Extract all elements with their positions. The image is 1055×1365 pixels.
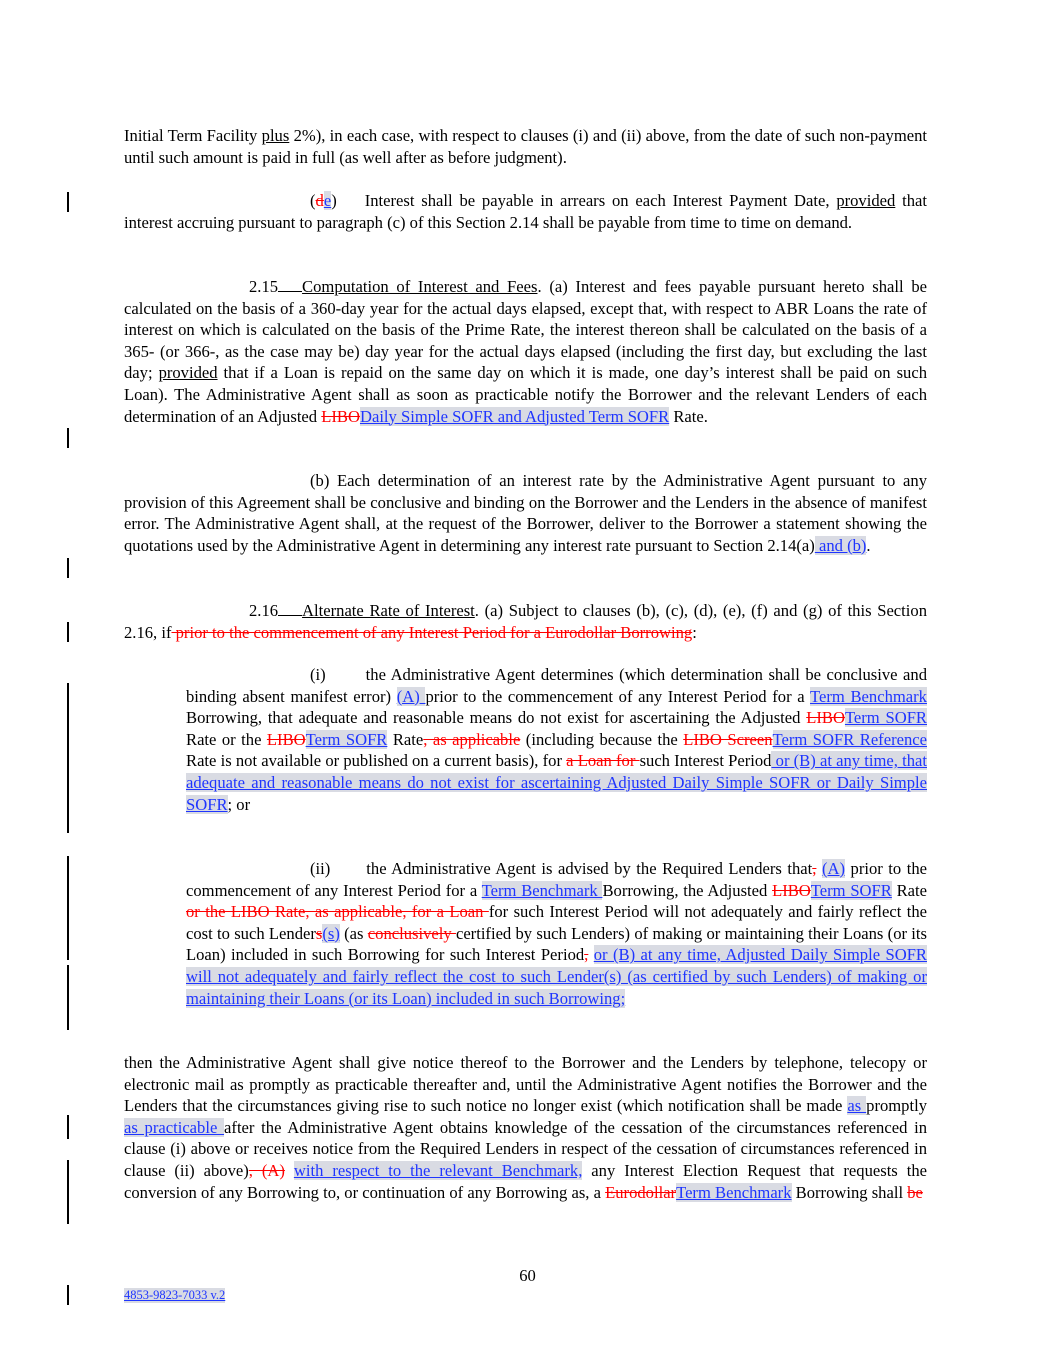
deletion: Eurodollar — [605, 1182, 677, 1202]
text-run: that if a Loan is repaid on the same day on which it is made, one day’s interest shall be paid on such Loan). The Administrative Agent shall as soon as practicable notify the Borrower and the relevant Lenders of each determination of an Adjusted — [124, 363, 927, 426]
text-run: . (a) Subject to clauses (b), (c), (d), (e), (f) and (g) of this Section 2.16, if — [124, 601, 927, 642]
section-2-15 — [124, 276, 927, 427]
insertion: with respect to the relevant Benchmark, — [293, 1160, 583, 1180]
deletion: , as applicable — [423, 729, 521, 749]
text-run: Rate or the — [186, 729, 267, 749]
insertion: (s) — [322, 923, 340, 943]
text-run: 2%), in each case, with respect to clauses (i) and (ii) above, from the date of such non-payment until such amount is paid in full (as well after as before judgment). — [124, 126, 928, 167]
change-bar — [67, 1285, 69, 1305]
deletion: prior to the commencement of any Interest Period for a Eurodollar Borrowing — [171, 622, 693, 642]
text-run: the Administrative Agent is advised by the Required Lenders that — [366, 859, 813, 878]
text-run: (ii) — [310, 859, 331, 878]
section-title: Computation of Interest and Fees — [302, 277, 538, 296]
text-run: such Interest Period — [639, 751, 772, 771]
text-run: provided — [836, 191, 896, 210]
text-run: Rate — [387, 729, 424, 749]
text-run: ) — [331, 191, 337, 210]
text-run: ( — [310, 191, 316, 210]
insertion: Term Benchmark — [810, 686, 927, 706]
clause-ii — [186, 858, 927, 1009]
text-run: promptly — [866, 1096, 927, 1116]
insertion: as practicable — [124, 1117, 225, 1137]
text-run: provided — [158, 363, 218, 383]
text-run: Interest shall be payable in arrears on each Interest Payment Date, — [364, 191, 837, 210]
deletion: LIBO — [806, 708, 845, 728]
deletion: , — [584, 945, 589, 965]
clause-i — [186, 664, 927, 815]
insertion: Term SOFR Reference — [772, 729, 927, 749]
text-run — [278, 277, 302, 292]
text-run: ; or — [227, 794, 251, 814]
text-run — [285, 1161, 294, 1180]
deletion: LIBO Screen — [683, 729, 773, 749]
insertion: (A) — [821, 859, 845, 878]
text-run: prior to the commencement of any Interest Period for a — [425, 686, 811, 706]
deletion: s — [315, 923, 323, 943]
text-run: : — [692, 622, 697, 642]
change-bar — [67, 622, 69, 642]
deletion: , (A) — [248, 1160, 285, 1180]
page-number: 60 — [519, 1266, 536, 1285]
deletion: LIBO — [772, 880, 811, 900]
insertion: or (B) at any time, Adjusted Daily Simple SOFR will not adequately and fairly reflect the cost to such Lender(s) (as certified by such Lenders) of making or maintaining their Loans (or its Loan) included in such Borrowing; — [186, 945, 927, 1008]
insertion: Term SOFR — [305, 729, 388, 749]
text-run: . (a) Interest and fees payable pursuant hereto shall be calculated on the basis of a 360-day year for the actual days elapsed, except that, with respect to ABR Loans the rate of interest on which is calculated on the basis of the Prime Rate, the interest thereon shall be calculated on the basis of a 365- (or 366-, as the case may be) day year for the actual days elapsed (including the first day, but excluding the last day; — [124, 277, 927, 383]
change-bar — [67, 683, 69, 833]
deletion: LIBO — [321, 406, 360, 426]
section-2-16 — [124, 600, 927, 643]
insertion: Term SOFR — [810, 880, 892, 900]
text-run: Rate — [891, 880, 927, 900]
text-run: (including because the — [520, 729, 684, 749]
document-id: 4853-9823-7033 v.2 — [124, 1288, 226, 1302]
plus-underlined: plus — [261, 126, 290, 145]
text-run: Rate is not available or published on a current basis), for — [186, 751, 567, 771]
text-run: (i) — [310, 665, 326, 684]
section-number: 2.15 — [249, 277, 279, 296]
paragraph-b — [124, 470, 927, 556]
deletion: conclusively — [367, 923, 456, 943]
text-run: Rate. — [669, 406, 708, 426]
text-run: Borrowing, the Adjusted — [602, 880, 773, 900]
text-run: Borrowing shall — [791, 1182, 908, 1202]
change-bar — [67, 192, 69, 212]
insertion: and (b) — [814, 535, 867, 555]
text-run: certified by such Lenders) of making or maintaining their Loans (or its Loan) included in such Borrowing for such Interest Period — [186, 923, 927, 965]
text-run: (b) Each determination of an interest rate by the Administrative Agent pursuant to any provision of this Agreement shall be conclusive and binding on the Borrower and the Lenders in the absence of manifest error. The Administrative Agent shall, at the request of the Borrower, deliver to the Borrower a statement showing the quotations used by the Administrative Agent in determining any interest rate pursuant to Section 2.14(a) — [124, 471, 927, 555]
change-bar — [67, 428, 69, 448]
text-run: for such Interest Period will not adequately and fairly reflect the cost to such Lender — [186, 902, 928, 943]
section-number: 2.16 — [249, 601, 279, 620]
change-bar — [67, 965, 69, 1030]
change-bar — [67, 558, 69, 578]
text-run: Borrowing, that adequate and reasonable means do not exist for ascertaining the Adjusted — [186, 708, 807, 728]
deletion: , — [812, 859, 817, 878]
deletion: d — [315, 191, 324, 210]
paragraph-e — [124, 190, 927, 233]
change-bar — [67, 856, 69, 960]
text-run: any Interest Election Request that requests the conversion of any Borrowing to, or continuation of any Borrowing as, a — [124, 1160, 927, 1202]
text-run: prior to the commencement of any Interest Period for a — [186, 859, 927, 900]
insertion: or (B) at any time, that adequate and reasonable means do not exist for ascertaining Adjusted Daily Simple SOFR or Daily Simple SOFR — [186, 751, 927, 814]
text-run: then the Administrative Agent shall give notice thereof to the Borrower and the Lenders by telephone, telecopy or electronic mail as promptly as practicable thereafter and, until the Administrative Agent notifies the Borrower and the Lenders that the circumstances giving rise to such notice no longer exist (which notification shall be made — [124, 1053, 927, 1116]
text-run: Initial Term Facility — [124, 126, 262, 145]
text-run: (as — [339, 923, 368, 943]
paragraph-continuation — [124, 125, 927, 168]
text-run: after the Administrative Agent obtains knowledge of the cessation of the circumstances referenced in clause (i) above or receives notice from the Required Lenders in respect of the cessation of circumstances referenced in clause (ii) above) — [124, 1117, 927, 1180]
paragraph-then — [124, 1052, 927, 1203]
insertion: Term Benchmark — [481, 880, 603, 900]
insertion: Term Benchmark — [676, 1182, 792, 1202]
text-run: that interest accruing pursuant to paragraph (c) of this Section 2.14 shall be payable from time to time on demand. — [124, 191, 928, 232]
change-bar — [67, 1115, 69, 1139]
insertion: (A) — [396, 686, 426, 706]
insertion: e — [323, 191, 332, 210]
change-bar — [67, 1160, 69, 1224]
insertion: Term SOFR — [844, 708, 927, 728]
section-title: Alternate Rate of Interest — [302, 601, 475, 620]
deletion: a Loan for — [566, 751, 640, 771]
text-run: the Administrative Agent determines (which determination shall be conclusive and binding absent manifest error) — [186, 665, 927, 706]
deletion: LIBO — [266, 729, 306, 749]
deletion: or the LIBO Rate, as applicable, for a Loan — [186, 902, 489, 922]
text-run: . — [866, 535, 871, 555]
text-run — [278, 601, 302, 616]
text-run — [588, 945, 593, 964]
insertion: as — [847, 1096, 867, 1116]
deletion: be — [907, 1182, 923, 1202]
insertion: Daily Simple SOFR and Adjusted Term SOFR — [359, 406, 670, 426]
